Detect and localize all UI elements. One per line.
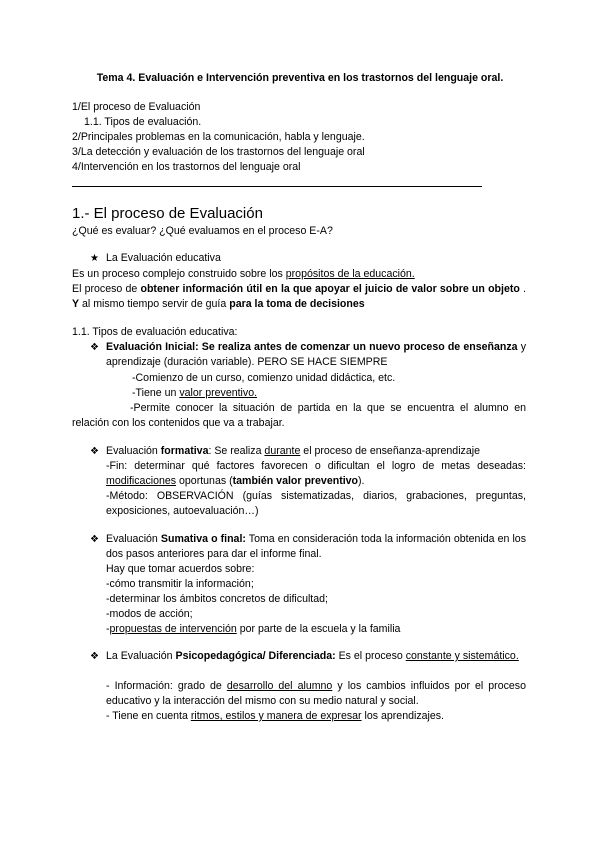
inicial-line-2: -Tiene un valor preventivo. — [132, 387, 258, 399]
diamond-bullet-icon: ❖ — [90, 534, 99, 545]
evaluacion-inicial: Evaluación Inicial: Se realiza antes de comenzar un nuevo proceso de enseñanza y aprendizaje (duración variable). PERO SE HACE SIEMPRE — [106, 341, 526, 368]
inicial-line-3: -Permite conocer la situación de partida en la que se encuentra el alumno en relación con los contenidos que va a trabajar. — [72, 402, 526, 429]
subheading-evaluacion-educativa: La Evaluación educativa — [106, 252, 221, 264]
types-heading: 1.1. Tipos de evaluación educativa: — [72, 326, 238, 338]
sumativa-line-2: -cómo transmitir la información; — [106, 578, 254, 590]
diamond-bullet-icon: ❖ — [90, 446, 99, 457]
evaluacion-sumativa: Evaluación Sumativa o final: Toma en consideración toda la información obtenida en los dos pasos anteriores para dar el informe final. — [106, 533, 526, 560]
sumativa-line-4: -modos de acción; — [106, 608, 193, 620]
star-bullet-icon: ★ — [90, 253, 99, 264]
psico-informacion: - Información: grado de desarrollo del alumno y los cambios influidos por el proceso educativo y la interacción del mismo con su medio natural y social. — [106, 680, 526, 707]
definition-2: El proceso de obtener información útil en la que apoyar el juicio de valor sobre un objeto . Y al mismo tiempo servir de guía para la toma de decisiones — [72, 283, 526, 310]
sumativa-line-3: -determinar los ámbitos concretos de dificultad; — [106, 593, 328, 605]
toc-item-3: 3/La detección y evaluación de los trastornos del lenguaje oral — [72, 146, 365, 158]
toc-item-1: 1/El proceso de Evaluación — [72, 101, 201, 113]
toc-item-4: 4/Intervención en los trastornos del lenguaje oral — [72, 161, 301, 173]
divider-line — [72, 186, 482, 187]
section-questions: ¿Qué es evaluar? ¿Qué evaluamos en el proceso E-A? — [72, 225, 333, 237]
formativa-metodo: -Método: OBSERVACIÓN (guías sistematizadas, diarios, grabaciones, preguntas, exposiciones, autoevaluación…) — [106, 490, 526, 517]
sumativa-line-1: Hay que tomar acuerdos sobre: — [106, 563, 255, 575]
diamond-bullet-icon: ❖ — [90, 651, 99, 662]
evaluacion-formativa: Evaluación formativa: Se realiza durante el proceso de enseñanza-aprendizaje — [106, 445, 480, 457]
formativa-fin: -Fin: determinar qué factores favorecen o dificultan el logro de metas deseadas: modificaciones oportunas (también valor preventivo). — [106, 460, 526, 487]
section-heading: 1.- El proceso de Evaluación — [72, 205, 263, 222]
psico-tiene-en-cuenta: - Tiene en cuenta ritmos, estilos y manera de expresar los aprendizajes. — [106, 710, 445, 722]
document-title: Tema 4. Evaluación e Intervención preventiva en los trastornos del lenguaje oral. — [96, 72, 504, 84]
diamond-bullet-icon: ❖ — [90, 342, 99, 353]
toc-item-1-1: 1.1. Tipos de evaluación. — [84, 116, 202, 128]
toc-item-2: 2/Principales problemas en la comunicación, habla y lenguaje. — [72, 131, 365, 143]
inicial-line-1: -Comienzo de un curso, comienzo unidad didáctica, etc. — [132, 372, 396, 384]
definition-1: Es un proceso complejo construido sobre los propósitos de la educación. — [72, 268, 415, 280]
sumativa-line-5: -propuestas de intervención por parte de la escuela y la familia — [106, 623, 401, 635]
evaluacion-psicopedagogica: La Evaluación Psicopedagógica/ Diferenciada: Es el proceso constante y sistemático. — [106, 650, 519, 662]
